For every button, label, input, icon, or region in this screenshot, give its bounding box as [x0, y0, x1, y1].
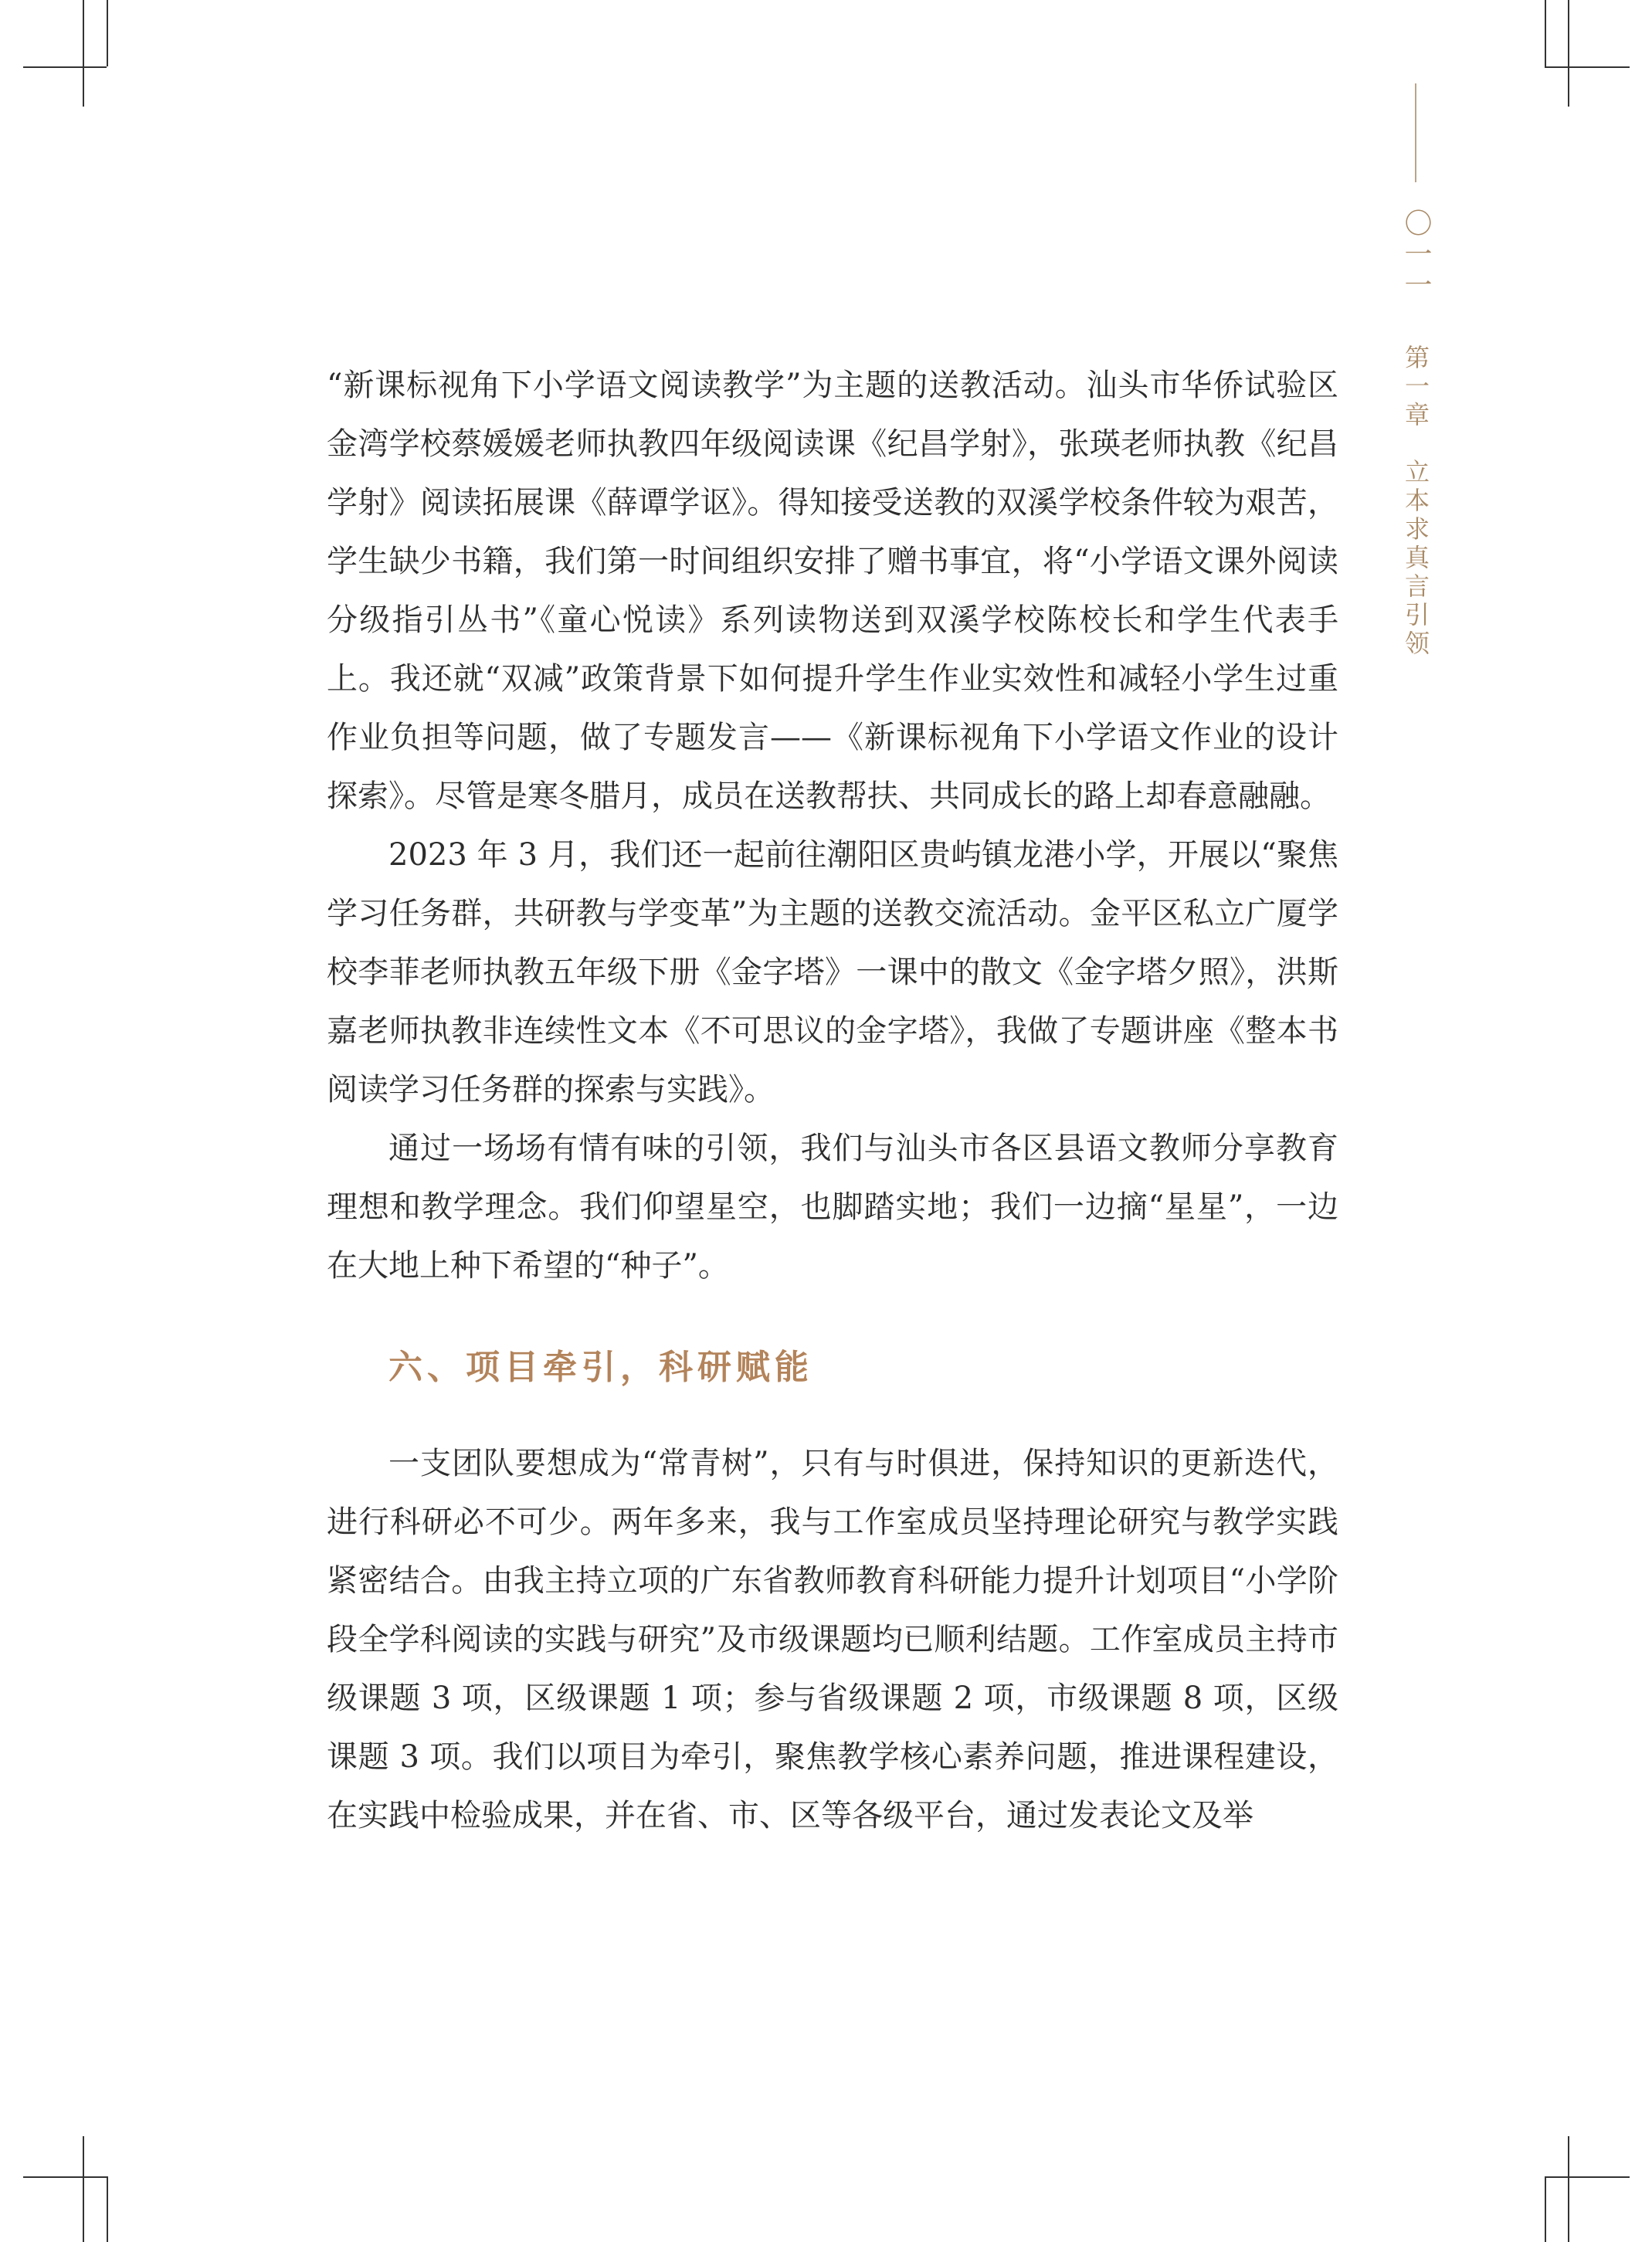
chapter-running-title: 第一章 立本求真言引领 — [1401, 344, 1430, 659]
paragraph: 一支团队要想成为“常青树”，只有与时俱进，保持知识的更新迭代，进行科研必不可少。两年多来，我与工作室成员坚持理论研究与教学实践紧密结合。由我主持立项的广东省教师教育科研能力提升计划项目“小学阶段全学科阅读的实践与研究”及市级课题均已顺利结题。工作室成员主持市级课题 3 项，区级课题 1 项；参与省级课题 2 项，市级课题 8 项，区级课题 3 项。我们以项目为牵引，聚焦教学核心素养问题，推进课程建设，在实践中检验成果，并在省、市、区等各级平台，通过发表论文及举 — [327, 1446, 1338, 1833]
paragraph: 2023 年 3 月，我们还一起前往潮阳区贵屿镇龙港小学，开展以“聚焦学习任务群，共研教与学变革”为主题的送教交流活动。金平区私立广厦学校李菲老师执教五年级下册《金字塔》一课中的散文《金字塔夕照》，洪斯嘉老师执教非连续性文本《不可思议的金字塔》，我做了专题讲座《整本书阅读学习任务群的探索与实践》。 — [327, 837, 1338, 1107]
page-number: 〇一一 — [1400, 209, 1432, 301]
main-text — [327, 356, 1338, 1845]
paragraph: 通过一场场有情有味的引领，我们与汕头市各区县语文教师分享教育理想和教学理念。我们仰望星空，也脚踏实地；我们一边摘“星星”，一边在大地上种下希望的“种子”。 — [327, 1131, 1338, 1284]
paragraph: “新课标视角下小学语文阅读教学”为主题的送教活动。汕头市华侨试验区金湾学校蔡媛媛老师执教四年级阅读课《纪昌学射》，张瑛老师执教《纪昌学射》阅读拓展课《薛谭学讴》。得知接受送教的双溪学校条件较为艰苦，学生缺少书籍，我们第一时间组织安排了赠书事宜，将“小学语文课外阅读分级指引丛书”《童心悦读》系列读物送到双溪学校陈校长和学生代表手上。我还就“双减”政策背景下如何提升学生作业实效性和减轻小学生过重作业负担等问题，做了专题发言——《新课标视角下小学语文作业的设计探索》。尽管是寒冬腊月，成员在送教帮扶、共同成长的路上却春意融融。 — [327, 368, 1338, 814]
section-heading: 六、项目牵引，科研赋能 — [388, 1348, 813, 1387]
margin-rule — [1415, 83, 1416, 182]
